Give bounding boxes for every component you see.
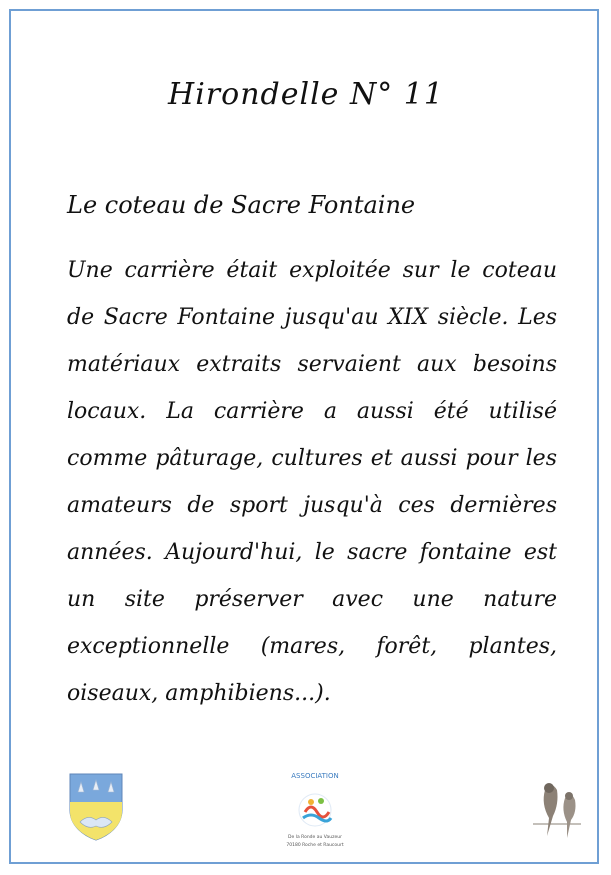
association-logo [279, 768, 351, 852]
footer [11, 772, 601, 852]
document-frame [9, 9, 599, 864]
document-title: Hirondelle N° 11 [168, 77, 444, 112]
document-body: Une carrière était exploitée sur le coteau de Sacre Fontaine jusqu'au XIX siècle. Les matériaux extraits servaient aux besoins locaux. La carrière a aussi été utilisé comme pâturage, cultures et aussi pour les amateurs de sport jusqu'à ces dernières années. Aujourd'hui, le sacre fontaine est un site préserver avec une nature exceptionnelle (mares, forêt, plantes, oiseaux, amphibiens...). [67, 258, 557, 706]
coat-of-arms-logo [66, 772, 126, 842]
association-logo-title: ASSOCIATION [291, 772, 339, 780]
association-logo-subtitle: De la Ronde au Vauzeur [288, 835, 342, 840]
swallows-logo [531, 766, 583, 850]
association-logo-address: 70180 Roche et Raucourt [286, 843, 344, 848]
document-subtitle: Le coteau de Sacre Fontaine [67, 191, 416, 219]
